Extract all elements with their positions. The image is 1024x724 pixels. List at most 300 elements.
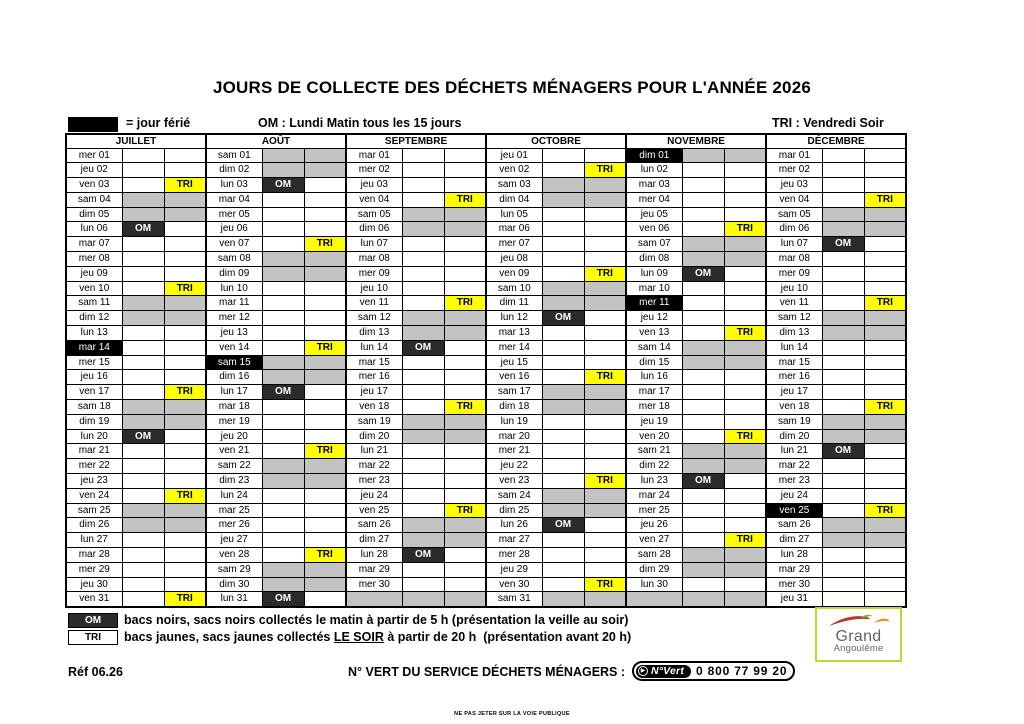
calendar-row bbox=[66, 163, 906, 178]
om-cell bbox=[682, 592, 724, 607]
om-cell bbox=[262, 444, 304, 459]
tri-cell bbox=[584, 192, 626, 207]
om-cell bbox=[542, 281, 584, 296]
calendar-row bbox=[66, 355, 906, 370]
date-cell: dim 16 bbox=[206, 370, 262, 385]
date-cell: jeu 10 bbox=[346, 281, 402, 296]
date-cell: dim 26 bbox=[66, 518, 122, 533]
date-cell: mer 07 bbox=[486, 237, 542, 252]
om-cell bbox=[682, 296, 724, 311]
tri-cell bbox=[864, 474, 906, 489]
tri-cell bbox=[724, 444, 766, 459]
tri-cell bbox=[164, 237, 206, 252]
om-cell bbox=[822, 577, 864, 592]
om-cell bbox=[822, 222, 864, 237]
tri-cell: TRI bbox=[584, 370, 626, 385]
month-header: DÉCEMBRE bbox=[766, 134, 906, 148]
om-cell bbox=[402, 163, 444, 178]
tri-cell bbox=[164, 311, 206, 326]
date-cell: jeu 12 bbox=[626, 311, 682, 326]
date-cell: sam 18 bbox=[66, 400, 122, 415]
om-cell bbox=[682, 148, 724, 163]
tri-cell bbox=[444, 444, 486, 459]
tri-legend-box: TRI bbox=[68, 630, 118, 645]
tri-cell bbox=[584, 148, 626, 163]
date-cell: ven 18 bbox=[346, 400, 402, 415]
tri-cell: TRI bbox=[724, 326, 766, 341]
date-cell: mer 29 bbox=[66, 562, 122, 577]
om-cell bbox=[682, 355, 724, 370]
tri-cell bbox=[304, 148, 346, 163]
tri-legend-label: TRI : Vendredi Soir bbox=[772, 116, 884, 130]
om-cell bbox=[822, 548, 864, 563]
om-cell bbox=[822, 488, 864, 503]
om-cell: OM bbox=[682, 266, 724, 281]
tri-cell bbox=[164, 148, 206, 163]
om-cell bbox=[402, 252, 444, 267]
calendar-row bbox=[66, 370, 906, 385]
om-cell bbox=[822, 400, 864, 415]
tri-cell bbox=[444, 340, 486, 355]
om-cell bbox=[822, 562, 864, 577]
date-cell: mar 10 bbox=[626, 281, 682, 296]
tri-cell: TRI bbox=[304, 340, 346, 355]
tri-cell bbox=[164, 192, 206, 207]
tri-cell bbox=[164, 429, 206, 444]
om-cell: OM bbox=[682, 474, 724, 489]
date-cell: jeu 03 bbox=[346, 178, 402, 193]
date-cell: mer 01 bbox=[66, 148, 122, 163]
tri-cell bbox=[864, 518, 906, 533]
date-cell: lun 24 bbox=[206, 488, 262, 503]
month-header: NOVEMBRE bbox=[626, 134, 766, 148]
om-cell bbox=[542, 503, 584, 518]
tri-cell: TRI bbox=[724, 222, 766, 237]
date-cell: jeu 22 bbox=[486, 459, 542, 474]
date-cell: mar 04 bbox=[206, 192, 262, 207]
date-cell: dim 02 bbox=[206, 163, 262, 178]
date-cell: lun 12 bbox=[486, 311, 542, 326]
om-cell bbox=[822, 370, 864, 385]
om-legend-row bbox=[68, 612, 628, 628]
tri-cell bbox=[444, 414, 486, 429]
om-cell bbox=[542, 222, 584, 237]
collection-calendar-table bbox=[65, 133, 907, 608]
tri-cell bbox=[724, 474, 766, 489]
date-cell: mer 18 bbox=[626, 400, 682, 415]
tri-cell bbox=[444, 237, 486, 252]
om-cell bbox=[402, 281, 444, 296]
date-cell: ven 20 bbox=[626, 429, 682, 444]
date-cell: mar 22 bbox=[346, 459, 402, 474]
date-cell: mer 23 bbox=[346, 474, 402, 489]
om-cell bbox=[682, 488, 724, 503]
tri-cell bbox=[304, 414, 346, 429]
date-cell: ven 18 bbox=[766, 400, 822, 415]
tri-cell bbox=[584, 488, 626, 503]
om-cell bbox=[542, 370, 584, 385]
public-notice: NE PAS JETER SUR LA VOIE PUBLIQUE bbox=[454, 711, 570, 717]
om-cell bbox=[682, 562, 724, 577]
om-cell bbox=[122, 444, 164, 459]
tri-cell bbox=[864, 385, 906, 400]
date-cell: mar 21 bbox=[66, 444, 122, 459]
date-cell: mer 12 bbox=[206, 311, 262, 326]
tri-cell bbox=[724, 192, 766, 207]
tri-cell bbox=[864, 370, 906, 385]
tri-cell bbox=[304, 370, 346, 385]
tri-cell bbox=[304, 533, 346, 548]
date-cell: sam 19 bbox=[766, 414, 822, 429]
phone-icon: ▶ bbox=[638, 666, 648, 676]
om-cell bbox=[682, 518, 724, 533]
date-cell: mar 07 bbox=[66, 237, 122, 252]
date-cell: lun 02 bbox=[626, 163, 682, 178]
tri-cell bbox=[864, 326, 906, 341]
tri-cell bbox=[444, 281, 486, 296]
tri-cell bbox=[724, 237, 766, 252]
om-cell bbox=[682, 237, 724, 252]
date-cell: sam 11 bbox=[66, 296, 122, 311]
om-cell bbox=[682, 281, 724, 296]
date-cell: sam 01 bbox=[206, 148, 262, 163]
tri-cell bbox=[304, 355, 346, 370]
date-cell: jeu 10 bbox=[766, 281, 822, 296]
tri-cell bbox=[164, 518, 206, 533]
date-cell: dim 06 bbox=[346, 222, 402, 237]
om-legend-label: OM : Lundi Matin tous les 15 jours bbox=[258, 116, 462, 130]
om-cell bbox=[402, 533, 444, 548]
calendar-row bbox=[66, 577, 906, 592]
om-cell bbox=[122, 252, 164, 267]
om-cell: OM bbox=[262, 592, 304, 607]
tri-cell: TRI bbox=[164, 281, 206, 296]
logo-text-angouleme: Angoulême bbox=[833, 643, 884, 654]
om-cell bbox=[262, 414, 304, 429]
om-cell bbox=[402, 459, 444, 474]
tri-cell bbox=[864, 548, 906, 563]
date-cell: mar 27 bbox=[486, 533, 542, 548]
date-cell: mer 16 bbox=[346, 370, 402, 385]
tri-cell bbox=[444, 355, 486, 370]
tri-cell bbox=[164, 296, 206, 311]
tri-cell bbox=[444, 252, 486, 267]
om-cell bbox=[262, 148, 304, 163]
om-cell bbox=[122, 148, 164, 163]
tri-cell bbox=[164, 503, 206, 518]
om-cell bbox=[822, 414, 864, 429]
om-cell bbox=[262, 163, 304, 178]
om-cell bbox=[262, 237, 304, 252]
om-cell bbox=[262, 459, 304, 474]
date-cell: mer 30 bbox=[346, 577, 402, 592]
tri-cell: TRI bbox=[444, 296, 486, 311]
calendar-row bbox=[66, 178, 906, 193]
om-cell bbox=[682, 222, 724, 237]
tri-cell bbox=[164, 459, 206, 474]
om-cell bbox=[402, 592, 444, 607]
date-cell: dim 27 bbox=[346, 533, 402, 548]
date-cell: ven 09 bbox=[486, 266, 542, 281]
om-cell bbox=[822, 326, 864, 341]
date-cell: sam 21 bbox=[626, 444, 682, 459]
tri-cell bbox=[584, 592, 626, 607]
tri-cell: TRI bbox=[724, 533, 766, 548]
date-cell: jeu 24 bbox=[346, 488, 402, 503]
date-cell: lun 27 bbox=[66, 533, 122, 548]
om-cell bbox=[542, 577, 584, 592]
month-header-row bbox=[66, 134, 906, 148]
date-cell: mer 08 bbox=[66, 252, 122, 267]
date-cell: mer 22 bbox=[66, 459, 122, 474]
om-cell bbox=[542, 488, 584, 503]
date-cell: mer 02 bbox=[766, 163, 822, 178]
om-cell bbox=[542, 266, 584, 281]
tri-cell: TRI bbox=[444, 400, 486, 415]
om-cell bbox=[822, 252, 864, 267]
om-cell bbox=[262, 192, 304, 207]
date-cell: lun 03 bbox=[206, 178, 262, 193]
calendar-body bbox=[66, 148, 906, 607]
om-cell bbox=[542, 326, 584, 341]
om-cell bbox=[822, 178, 864, 193]
tri-cell bbox=[444, 562, 486, 577]
date-cell: dim 06 bbox=[766, 222, 822, 237]
holiday-legend-label: = jour férié bbox=[126, 116, 191, 130]
om-cell: OM bbox=[542, 518, 584, 533]
om-cell bbox=[122, 592, 164, 607]
om-cell bbox=[542, 192, 584, 207]
om-cell bbox=[542, 592, 584, 607]
om-cell bbox=[402, 178, 444, 193]
calendar-row bbox=[66, 592, 906, 607]
tri-cell bbox=[444, 592, 486, 607]
om-cell bbox=[402, 192, 444, 207]
om-cell bbox=[542, 414, 584, 429]
om-cell bbox=[122, 192, 164, 207]
date-cell: dim 25 bbox=[486, 503, 542, 518]
om-cell bbox=[122, 266, 164, 281]
date-cell: lun 30 bbox=[626, 577, 682, 592]
om-cell bbox=[542, 163, 584, 178]
date-cell: lun 20 bbox=[66, 429, 122, 444]
date-cell: lun 06 bbox=[66, 222, 122, 237]
date-cell: mer 28 bbox=[486, 548, 542, 563]
om-cell bbox=[402, 266, 444, 281]
date-cell: mer 05 bbox=[206, 207, 262, 222]
om-cell bbox=[402, 385, 444, 400]
om-cell bbox=[122, 577, 164, 592]
om-cell bbox=[542, 178, 584, 193]
date-cell: ven 31 bbox=[66, 592, 122, 607]
om-cell bbox=[542, 429, 584, 444]
om-cell bbox=[682, 252, 724, 267]
om-cell bbox=[402, 207, 444, 222]
calendar-row bbox=[66, 266, 906, 281]
om-cell bbox=[682, 207, 724, 222]
date-cell: lun 21 bbox=[766, 444, 822, 459]
om-cell bbox=[122, 296, 164, 311]
tri-cell bbox=[304, 503, 346, 518]
om-cell bbox=[402, 355, 444, 370]
tri-cell bbox=[584, 207, 626, 222]
om-cell bbox=[822, 474, 864, 489]
om-cell bbox=[682, 503, 724, 518]
tri-cell bbox=[164, 400, 206, 415]
om-cell bbox=[262, 281, 304, 296]
om-cell bbox=[402, 311, 444, 326]
calendar-row bbox=[66, 503, 906, 518]
date-cell: lun 21 bbox=[346, 444, 402, 459]
date-cell: sam 24 bbox=[486, 488, 542, 503]
om-cell bbox=[122, 163, 164, 178]
date-cell: jeu 31 bbox=[766, 592, 822, 607]
om-cell bbox=[262, 474, 304, 489]
tri-cell bbox=[864, 562, 906, 577]
date-cell: mer 23 bbox=[766, 474, 822, 489]
tri-cell bbox=[864, 163, 906, 178]
om-cell: OM bbox=[262, 385, 304, 400]
date-cell bbox=[626, 592, 682, 607]
tri-cell bbox=[444, 488, 486, 503]
om-cell bbox=[822, 281, 864, 296]
tri-cell bbox=[304, 474, 346, 489]
tri-cell bbox=[584, 311, 626, 326]
tri-cell bbox=[444, 577, 486, 592]
om-cell bbox=[402, 414, 444, 429]
tri-cell bbox=[444, 474, 486, 489]
tri-cell bbox=[304, 577, 346, 592]
calendar-row bbox=[66, 326, 906, 341]
date-cell: mar 29 bbox=[766, 562, 822, 577]
calendar-row bbox=[66, 562, 906, 577]
om-cell bbox=[122, 281, 164, 296]
date-cell: ven 11 bbox=[766, 296, 822, 311]
date-cell: jeu 09 bbox=[66, 266, 122, 281]
date-cell: sam 29 bbox=[206, 562, 262, 577]
date-cell: sam 22 bbox=[206, 459, 262, 474]
om-cell bbox=[822, 385, 864, 400]
date-cell: dim 09 bbox=[206, 266, 262, 281]
date-cell: sam 07 bbox=[626, 237, 682, 252]
date-cell: sam 14 bbox=[626, 340, 682, 355]
date-cell bbox=[346, 592, 402, 607]
date-cell: sam 25 bbox=[66, 503, 122, 518]
tri-cell bbox=[724, 385, 766, 400]
calendar-row bbox=[66, 222, 906, 237]
om-cell bbox=[402, 562, 444, 577]
om-cell bbox=[682, 311, 724, 326]
date-cell: ven 03 bbox=[66, 178, 122, 193]
om-cell bbox=[822, 355, 864, 370]
om-cell bbox=[402, 474, 444, 489]
date-cell: sam 31 bbox=[486, 592, 542, 607]
date-cell: dim 23 bbox=[206, 474, 262, 489]
tri-cell bbox=[584, 355, 626, 370]
date-cell: lun 31 bbox=[206, 592, 262, 607]
date-cell: sam 08 bbox=[206, 252, 262, 267]
date-cell: mar 25 bbox=[206, 503, 262, 518]
tri-cell bbox=[724, 355, 766, 370]
date-cell: lun 07 bbox=[346, 237, 402, 252]
om-cell bbox=[122, 326, 164, 341]
om-cell bbox=[542, 474, 584, 489]
date-cell: sam 28 bbox=[626, 548, 682, 563]
tri-cell bbox=[864, 281, 906, 296]
tri-cell bbox=[584, 178, 626, 193]
date-cell: sam 05 bbox=[766, 207, 822, 222]
date-cell: mer 02 bbox=[346, 163, 402, 178]
om-cell bbox=[542, 148, 584, 163]
om-cell bbox=[122, 385, 164, 400]
tri-cell bbox=[164, 355, 206, 370]
date-cell: mar 20 bbox=[486, 429, 542, 444]
om-cell bbox=[262, 296, 304, 311]
date-cell: jeu 16 bbox=[66, 370, 122, 385]
om-cell bbox=[682, 533, 724, 548]
tri-cell bbox=[864, 592, 906, 607]
tri-cell: TRI bbox=[584, 577, 626, 592]
om-cell bbox=[122, 518, 164, 533]
month-header: AOÛT bbox=[206, 134, 346, 148]
om-cell bbox=[402, 429, 444, 444]
logo-swoosh-icon bbox=[828, 613, 890, 629]
date-cell: dim 15 bbox=[626, 355, 682, 370]
holiday-swatch bbox=[68, 117, 118, 132]
date-cell: sam 04 bbox=[66, 192, 122, 207]
date-cell: dim 29 bbox=[626, 562, 682, 577]
tri-cell bbox=[864, 340, 906, 355]
tri-cell bbox=[864, 459, 906, 474]
calendar-row bbox=[66, 474, 906, 489]
date-cell: dim 18 bbox=[486, 400, 542, 415]
om-cell: OM bbox=[122, 429, 164, 444]
tri-cell bbox=[864, 355, 906, 370]
tri-cell bbox=[584, 296, 626, 311]
om-cell bbox=[262, 429, 304, 444]
om-cell bbox=[402, 370, 444, 385]
calendar-row bbox=[66, 429, 906, 444]
date-cell: sam 17 bbox=[486, 385, 542, 400]
tri-cell bbox=[724, 562, 766, 577]
tri-cell bbox=[444, 222, 486, 237]
date-cell: lun 19 bbox=[486, 414, 542, 429]
om-cell bbox=[122, 237, 164, 252]
tri-cell bbox=[304, 518, 346, 533]
tri-cell: TRI bbox=[304, 548, 346, 563]
om-cell bbox=[122, 178, 164, 193]
date-cell: dim 01 bbox=[626, 148, 682, 163]
date-cell: jeu 27 bbox=[206, 533, 262, 548]
tri-cell bbox=[584, 459, 626, 474]
tri-cell bbox=[444, 163, 486, 178]
tri-cell bbox=[164, 163, 206, 178]
om-cell bbox=[122, 340, 164, 355]
om-cell bbox=[402, 148, 444, 163]
tri-cell: TRI bbox=[864, 192, 906, 207]
om-cell bbox=[262, 548, 304, 563]
date-cell: jeu 17 bbox=[346, 385, 402, 400]
calendar-row bbox=[66, 340, 906, 355]
tri-cell bbox=[724, 178, 766, 193]
date-cell: jeu 17 bbox=[766, 385, 822, 400]
tri-cell bbox=[724, 414, 766, 429]
om-cell bbox=[542, 562, 584, 577]
date-cell: jeu 19 bbox=[626, 414, 682, 429]
calendar-row bbox=[66, 548, 906, 563]
date-cell: mar 29 bbox=[346, 562, 402, 577]
om-cell bbox=[682, 178, 724, 193]
